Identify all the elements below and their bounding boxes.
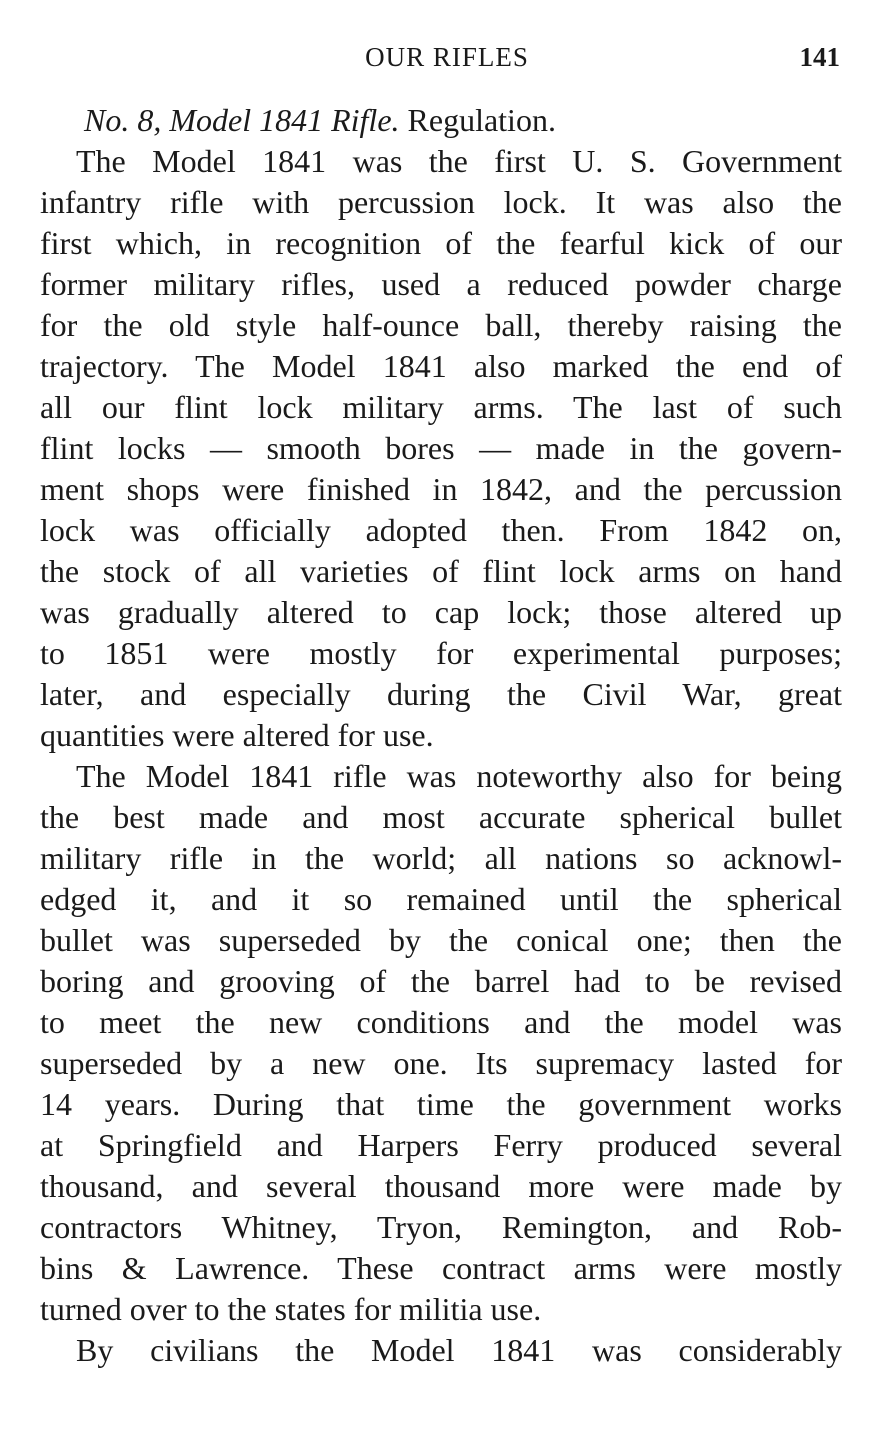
text-line: the best made and most accurate spherical bullet [40,799,842,835]
text-line: bins & Lawrence. These contract arms were mostly [40,1250,842,1286]
text-line: at Springfield and Harpers Ferry produced several [40,1127,842,1163]
text-line: former military rifles, used a reduced powder charge [40,266,842,302]
text-line: all our flint lock military arms. The last of such [40,389,842,425]
section-heading-subtitle: Regulation. [407,102,556,138]
text-line: later, and especially during the Civil War, great [40,676,842,712]
text-line: The Model 1841 rifle was noteworthy also for being [76,758,842,794]
page-number: 141 [799,42,840,72]
text-line: The Model 1841 was the first U. S. Government [76,143,842,179]
text-line: for the old style half-ounce ball, thereby raising the [40,307,842,343]
text-line: boring and grooving of the barrel had to be revised [40,963,842,999]
text-line: 14 years. During that time the government works [40,1086,842,1122]
text-line: lock was officially adopted then. From 1842 on, [40,512,842,548]
text-line: military rifle in the world; all nations so acknowl- [40,840,842,876]
text-line: thousand, and several thousand more were made by [40,1168,842,1204]
text-line: ment shops were finished in 1842, and the percussion [40,471,842,507]
text-line: to 1851 were mostly for experimental purposes; [40,635,842,671]
text-line: contractors Whitney, Tryon, Remington, and Rob- [40,1209,842,1245]
text-line: flint locks — smooth bores — made in the govern- [40,430,842,466]
paragraph-2 [40,756,842,1330]
text-line: turned over to the states for militia use. [40,1291,542,1327]
running-title: OUR RIFLES [365,42,529,72]
text-line: first which, in recognition of the fearful kick of our [40,225,842,261]
section-heading-title: No. 8, Model 1841 Rifle. [84,102,400,138]
text-line: By civilians the Model 1841 was considerably [76,1332,842,1368]
running-head [0,42,894,82]
body-text [40,100,842,1371]
text-line: edged it, and it so remained until the spherical [40,881,842,917]
text-line: trajectory. The Model 1841 also marked the end of [40,348,842,384]
text-line: quantities were altered for use. [40,717,434,753]
text-line: the stock of all varieties of flint lock arms on hand [40,553,842,589]
text-line: to meet the new conditions and the model was [40,1004,842,1040]
text-line: was gradually altered to cap lock; those altered up [40,594,842,630]
text-line: bullet was superseded by the conical one; then the [40,922,842,958]
text-line: infantry rifle with percussion lock. It was also the [40,184,842,220]
section-heading [40,100,842,141]
paragraph-3 [40,1330,842,1371]
paragraph-1 [40,141,842,756]
text-line: superseded by a new one. Its supremacy lasted for [40,1045,842,1081]
